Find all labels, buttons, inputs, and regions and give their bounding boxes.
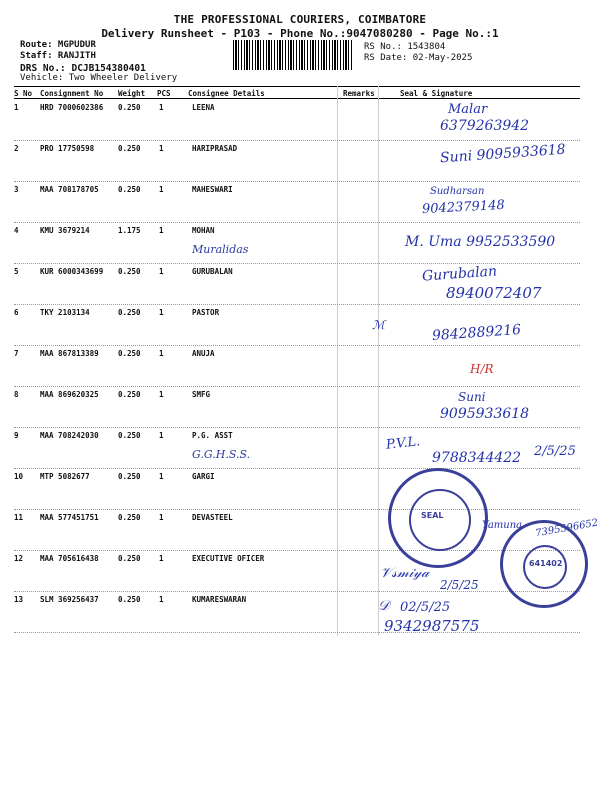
row-pcs: 1 [159, 595, 164, 604]
table-row [14, 550, 580, 592]
row-weight: 0.250 [118, 431, 141, 440]
row-sno: 10 [14, 472, 24, 481]
signature-2: Suni 9095933618 [439, 141, 567, 167]
table-row [14, 345, 580, 387]
row-sno: 11 [14, 513, 24, 522]
row-sno: 12 [14, 554, 24, 563]
company-seal-stamp: SEAL [388, 468, 488, 568]
row-consignee: ANUJA [192, 349, 215, 358]
signature-6: 9842889216 [431, 321, 522, 345]
row-weight: 0.250 [118, 267, 141, 276]
row-weight: 0.250 [118, 185, 141, 194]
row-sno: 8 [14, 390, 19, 399]
row-weight: 1.175 [118, 226, 141, 235]
row-weight: 0.250 [118, 513, 141, 522]
row-consignment: HRD 7000602386 [40, 103, 104, 112]
row-consignment: TKY 2103134 [40, 308, 90, 317]
row-pcs: 1 [159, 226, 164, 235]
signature-1-phone: 6379263942 [440, 118, 530, 134]
row-pcs: 1 [159, 513, 164, 522]
rs-date: RS Date: 02-May-2025 [364, 53, 473, 63]
row-consignee: P.G. ASST [192, 431, 233, 440]
col-weight: Weight [118, 89, 146, 98]
signature-5-name: Gurubalan [421, 263, 498, 285]
row-consignee: LEENA [192, 103, 215, 112]
row-sno: 9 [14, 431, 19, 440]
row-pcs: 1 [159, 308, 164, 317]
signature-3-name: Sudharsan [430, 186, 485, 197]
row-pcs: 1 [159, 267, 164, 276]
rs-number: RS No.: 1543804 [364, 42, 446, 52]
row-weight: 0.250 [118, 554, 141, 563]
row-weight: 0.250 [118, 308, 141, 317]
row-handwritten-note: Muralidas [192, 243, 249, 256]
col-signature: Seal & Signature [400, 89, 473, 98]
row-consignment: KUR 6000343699 [40, 267, 104, 276]
row-handwritten-note: G.G.H.S.S. [192, 448, 251, 461]
row-consignee: PASTOR [192, 308, 220, 317]
row-pcs: 1 [159, 144, 164, 153]
row-pcs: 1 [159, 431, 164, 440]
row-sno: 13 [14, 595, 24, 604]
signature-3-phone: 9042379148 [421, 197, 506, 218]
office-seal-stamp: 641402 [500, 520, 588, 608]
row-weight: 0.250 [118, 103, 141, 112]
runsheet-title: Delivery Runsheet - P103 - Phone No.:9047080280 - Page No.:1 [101, 27, 499, 40]
table-row [14, 591, 580, 633]
row-consignee: EXECUTIVE OFICER [192, 554, 265, 563]
signature-7: H/R [470, 362, 494, 376]
signature-8-name: Suni [458, 390, 486, 404]
signature-9-phone: 9788344422 [432, 450, 522, 466]
row-sno: 1 [14, 103, 19, 112]
signature-13-phone: 9342987575 [384, 617, 480, 635]
signature-1-name: Malar [448, 102, 488, 117]
col-sno: S No [14, 89, 33, 98]
row-weight: 0.250 [118, 349, 141, 358]
vehicle: Vehicle: Two Wheeler Delivery [20, 73, 178, 83]
row-weight: 0.250 [118, 390, 141, 399]
signature-6-mark: ℳ [372, 318, 385, 332]
row-consignment: MAA 705616438 [40, 554, 99, 563]
signature-13-date: 02/5/25 [400, 600, 451, 615]
row-consignment: PRO 17750598 [40, 144, 95, 153]
signature-8-phone: 9095933618 [440, 406, 530, 422]
header-rule-top [14, 86, 580, 87]
row-consignment: MAA 577451751 [40, 513, 99, 522]
row-consignee: GURUBALAN [192, 267, 233, 276]
row-consignment: MAA 708178705 [40, 185, 99, 194]
col-consignee: Consignee Details [188, 89, 265, 98]
signature-9-date: 2/5/25 [534, 444, 576, 459]
table-row [14, 468, 580, 510]
signature-4: M. Uma 9952533590 [405, 234, 556, 250]
row-consignee: MAHESWARI [192, 185, 233, 194]
row-weight: 0.250 [118, 144, 141, 153]
col-consignment: Consignment No [40, 89, 104, 98]
row-consignee: DEVASTEEL [192, 513, 233, 522]
row-weight: 0.250 [118, 595, 141, 604]
drs-number: DRS No.: DCJB154380401 [20, 63, 146, 74]
signature-10-name: Yamuna [482, 520, 523, 531]
signature-5-phone: 8940072407 [446, 284, 542, 302]
signature-9: P.V.L. [385, 434, 421, 453]
row-pcs: 1 [159, 554, 164, 563]
row-pcs: 1 [159, 472, 164, 481]
row-consignment: SLM 369256437 [40, 595, 99, 604]
signature-12-date: 2/5/25 [440, 578, 479, 592]
row-weight: 0.250 [118, 472, 141, 481]
barcode-icon [233, 40, 353, 70]
row-sno: 7 [14, 349, 19, 358]
row-sno: 6 [14, 308, 19, 317]
company-title: THE PROFESSIONAL COURIERS, COIMBATORE [173, 13, 427, 26]
route: Route: MGPUDUR [20, 40, 96, 50]
row-sno: 4 [14, 226, 19, 235]
row-consignment: MAA 867813389 [40, 349, 99, 358]
row-pcs: 1 [159, 349, 164, 358]
row-consignee: SMFG [192, 390, 211, 399]
col-pcs: PCS [157, 89, 171, 98]
row-consignment: MTP 5082677 [40, 472, 90, 481]
signature-13-mark: 𝒟 [378, 598, 390, 614]
row-consignee: HARIPRASAD [192, 144, 238, 153]
signature-12-mark: 𝒱𝓈𝓂𝒾𝓎𝒶 [380, 565, 430, 581]
signature-10-phone: 7395596652 [534, 517, 600, 540]
row-consignment: KMU 3679214 [40, 226, 90, 235]
row-sno: 2 [14, 144, 19, 153]
row-consignee: MOHAN [192, 226, 215, 235]
staff: Staff: RANJITH [20, 51, 96, 61]
row-consignee: KUMARESWARAN [192, 595, 247, 604]
row-consignment: MAA 869620325 [40, 390, 99, 399]
row-consignment: MAA 708242030 [40, 431, 99, 440]
row-sno: 3 [14, 185, 19, 194]
row-consignee: GARGI [192, 472, 215, 481]
row-sno: 5 [14, 267, 19, 276]
row-pcs: 1 [159, 185, 164, 194]
row-pcs: 1 [159, 390, 164, 399]
row-pcs: 1 [159, 103, 164, 112]
col-remarks: Remarks [343, 89, 375, 98]
